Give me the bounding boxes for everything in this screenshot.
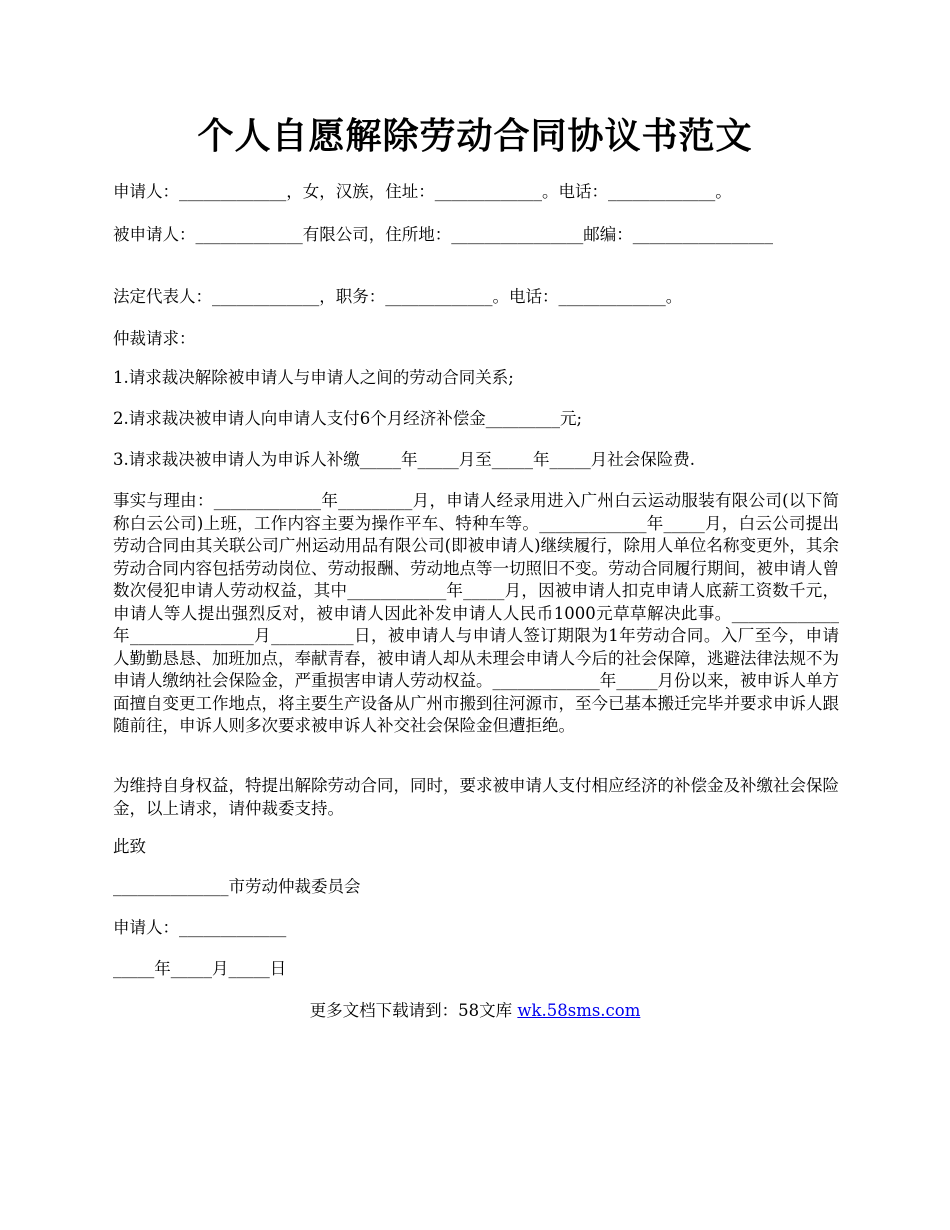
- footer-text: 更多文档下载请到：58文库: [309, 1001, 518, 1020]
- arbitration-requests-heading: 仲裁请求：: [113, 329, 196, 348]
- facts-and-reasons: 事实与理由：_____________年_________月，申请人经录用进入广州白云运动服装有限公司(以下简称白云公司)上班，工作内容主要为操作平车、特种车等。_____________年_____月，白云公司提出劳动合同由其关联公司广州运动用品有限公司(即被申请人)继续履行，除用人单位名称变更外，其余劳动合同内容包括劳动岗位、劳动报酬、劳动地点等一切照旧不变。劳动合同履行期间，被申请人曾数次侵犯申请人劳动权益，其中____________年_____月，因被申请人扣克申请人底薪工资数千元，申请人等人提出强烈反对，被申请人因此补发申请人人民币1000元草草解决此事。_____________年_______________月__________日，被申请人与申请人签订期限为1年劳动合同。入厂至今，申请人勤勤恳恳、加班加点，奉献青春，被申请人却从未理会申请人今后的社会保障，逃避法律法规不为申请人缴纳社会保险金，严重损害申请人劳动权益。_____________年_____月份以来，被申诉人单方面擅自变更工作地点，将主要生产设备从广州市搬到往河源市，至今已基本搬迁完毕并要求申诉人跟随前往，申诉人则多次要求被申诉人补交社会保险金但遭拒绝。: [113, 491, 839, 735]
- footer-download-note: [0, 1000, 950, 1022]
- request-item-1: 1.请求裁决解除被申请人与申请人之间的劳动合同关系;: [113, 368, 514, 387]
- addressee-committee: ______________市劳动仲裁委员会: [113, 877, 361, 896]
- signature-date: _____年_____月_____日: [113, 959, 287, 978]
- signature-applicant: 申请人：_____________: [113, 918, 287, 937]
- respondent-line: 被申请人：_____________有限公司，住所地：________________邮编：_________________: [113, 225, 773, 244]
- request-item-3: 3.请求裁决被申请人为申诉人补缴_____年_____月至_____年_____月社会保险费.: [113, 450, 695, 469]
- footer-link[interactable]: wk.58sms.com: [517, 1001, 641, 1020]
- legal-representative-line: 法定代表人：_____________，职务：_____________。电话：_____________。: [113, 287, 683, 306]
- closing-request: 为维持自身权益，特提出解除劳动合同，同时，要求被申请人支付相应经济的补偿金及补缴社会保险金，以上请求，请仲裁委支持。: [113, 776, 839, 818]
- request-item-2: 2.请求裁决被申请人向申请人支付6个月经济补偿金_________元;: [113, 409, 583, 428]
- applicant-line: 申请人：_____________，女，汉族，住址：_____________。电话：_____________。: [113, 182, 732, 201]
- salutation: 此致: [113, 837, 146, 856]
- document-title: 个人自愿解除劳动合同协议书范文: [197, 115, 753, 157]
